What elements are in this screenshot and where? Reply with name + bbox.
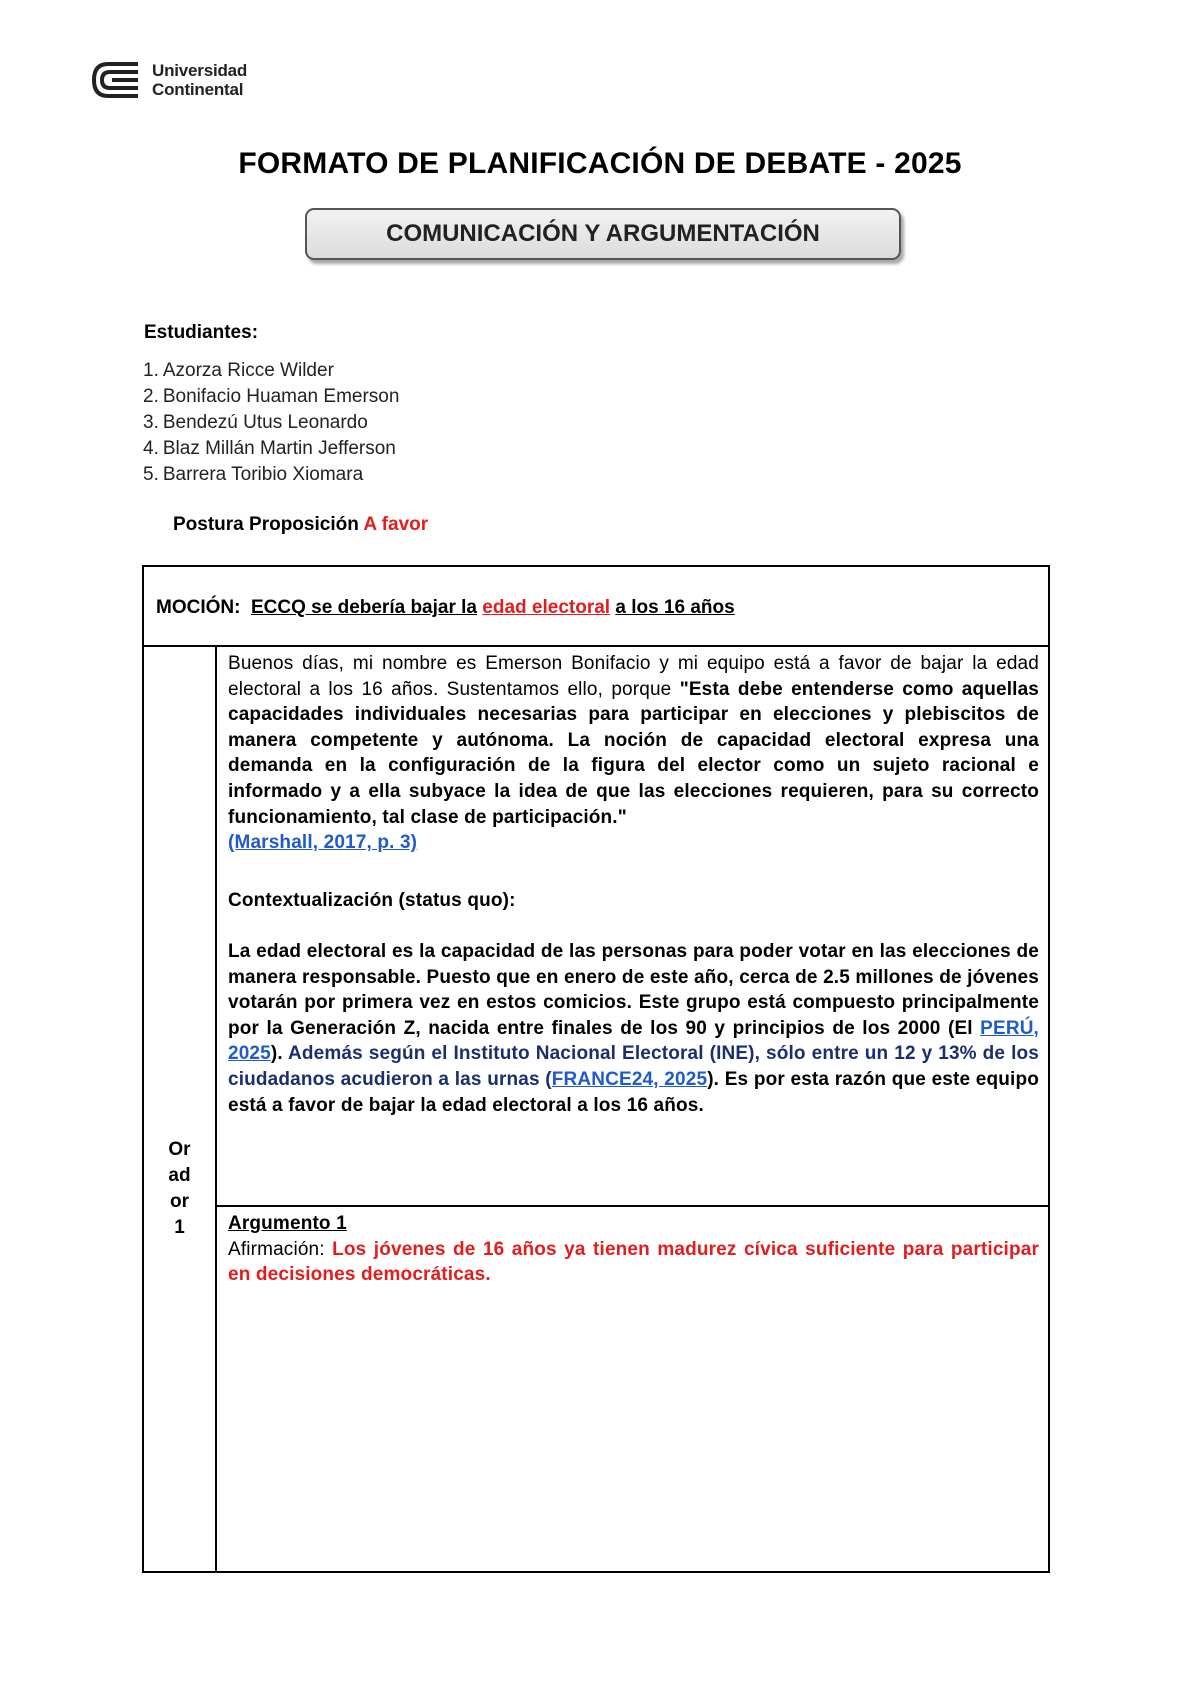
speaker-label-line: ad [168, 1165, 191, 1186]
list-item [143, 358, 399, 384]
list-number: 5. [143, 464, 159, 485]
speaker-label-line: or [170, 1191, 189, 1212]
context-heading [228, 888, 1039, 914]
marshall-citation-link[interactable]: (Marshall, 2017, p. 3) [228, 832, 418, 854]
speaker-label-line: Or [168, 1139, 191, 1160]
university-logo [88, 58, 247, 102]
list-number: 3. [143, 412, 159, 433]
student-list [143, 358, 399, 488]
subject-banner [305, 208, 901, 260]
speaker-column [144, 647, 217, 1571]
list-item [143, 462, 399, 488]
student-name: Bonifacio Huaman Emerson [162, 386, 400, 407]
argument-heading: Argumento 1 [228, 1213, 347, 1234]
postura-line [173, 514, 428, 536]
context-paragraph [228, 939, 1039, 1118]
argument-block [228, 1211, 1039, 1288]
list-item [143, 436, 399, 462]
intro-plain: Buenos días, mi nombre es Emerson Bonifacio y mi equipo está a favor de bajar la edad electoral a los 16 años. Sustentamos ello, porque [228, 653, 1039, 700]
context-navy-text: Además según el Instituto Nacional Electoral (INE), sólo entre un 12 y 13% de los ciudadanos acudieron a las urnas ( [228, 1043, 1039, 1090]
subject-label: COMUNICACIÓN Y ARGUMENTACIÓN [386, 220, 820, 247]
context-part3: ). Es por esta razón que este equipo está a favor de bajar la edad electoral a los 16 años. [228, 1068, 1039, 1116]
student-name: Barrera Toribio Xiomara [162, 464, 364, 485]
student-name: Bendezú Utus Leonardo [162, 412, 368, 433]
postura-value: A favor [363, 514, 429, 535]
mocion-before: ECCQ se debería bajar la [251, 597, 477, 618]
context-heading-text: Contextualización (status quo): [228, 890, 516, 911]
argument-cell [217, 1207, 1048, 1571]
context-part2: ). [270, 1043, 289, 1065]
university-logo-icon [88, 58, 142, 102]
list-item [143, 410, 399, 436]
postura-label: Postura Proposición [173, 514, 359, 535]
students-label: Estudiantes: [144, 322, 259, 343]
speaker-label-line: 1 [174, 1217, 185, 1238]
context-part1: La edad electoral es la capacidad de las personas para poder votar en las elecciones de manera responsable. Puesto que en enero de este año, cerca de 2.5 millones de jóvenes votarán por primera vez en estos comicios. Este grupo está compuesto principalmente por la Generación Z, nacida entre finales de los 90 y principios de los 2000 (El [228, 941, 1039, 1039]
argument-claim: Los jóvenes de 16 años ya tienen madurez cívica suficiente para participar en decisiones democráticas. [228, 1238, 1039, 1286]
intro-paragraph [228, 651, 1039, 856]
mocion-row [144, 567, 1048, 647]
logo-line-1: Universidad [152, 61, 248, 80]
argument-label: Afirmación: [228, 1238, 325, 1260]
logo-text [152, 61, 247, 99]
logo-line-2: Continental [152, 80, 244, 99]
mocion-text [156, 597, 735, 619]
intro-cell [217, 647, 1048, 1207]
student-name: Blaz Millán Martin Jefferson [162, 438, 396, 459]
intro-quote: "Esta debe entenderse como aquellas capacidades individuales necesarias para participar en elecciones y plebiscitos de manera competente y autónoma. La noción de capacidad electoral expresa una demanda en la configuración de la figura del elector como un sujeto racional e informado y a ella subyace la idea de que las elecciones requieren, para su correcto funcionamiento, tal clase de participación." [228, 678, 1039, 828]
mocion-label: MOCIÓN: [156, 597, 241, 618]
list-item [143, 384, 399, 410]
speaker-label [144, 1137, 215, 1241]
list-number: 4. [143, 438, 159, 459]
france24-citation-link[interactable]: FRANCE24, 2025 [551, 1068, 708, 1090]
peru-citation-link[interactable]: PERÚ, 2025 [228, 1017, 1039, 1065]
mocion-highlight: edad electoral [482, 597, 611, 618]
student-name: Azorza Ricce Wilder [162, 360, 334, 381]
list-number: 2. [143, 386, 159, 407]
list-number: 1. [143, 360, 159, 381]
debate-table [142, 565, 1050, 1573]
document-title: FORMATO DE PLANIFICACIÓN DE DEBATE - 2025 [238, 147, 962, 180]
mocion-after: a los 16 años [615, 597, 735, 618]
